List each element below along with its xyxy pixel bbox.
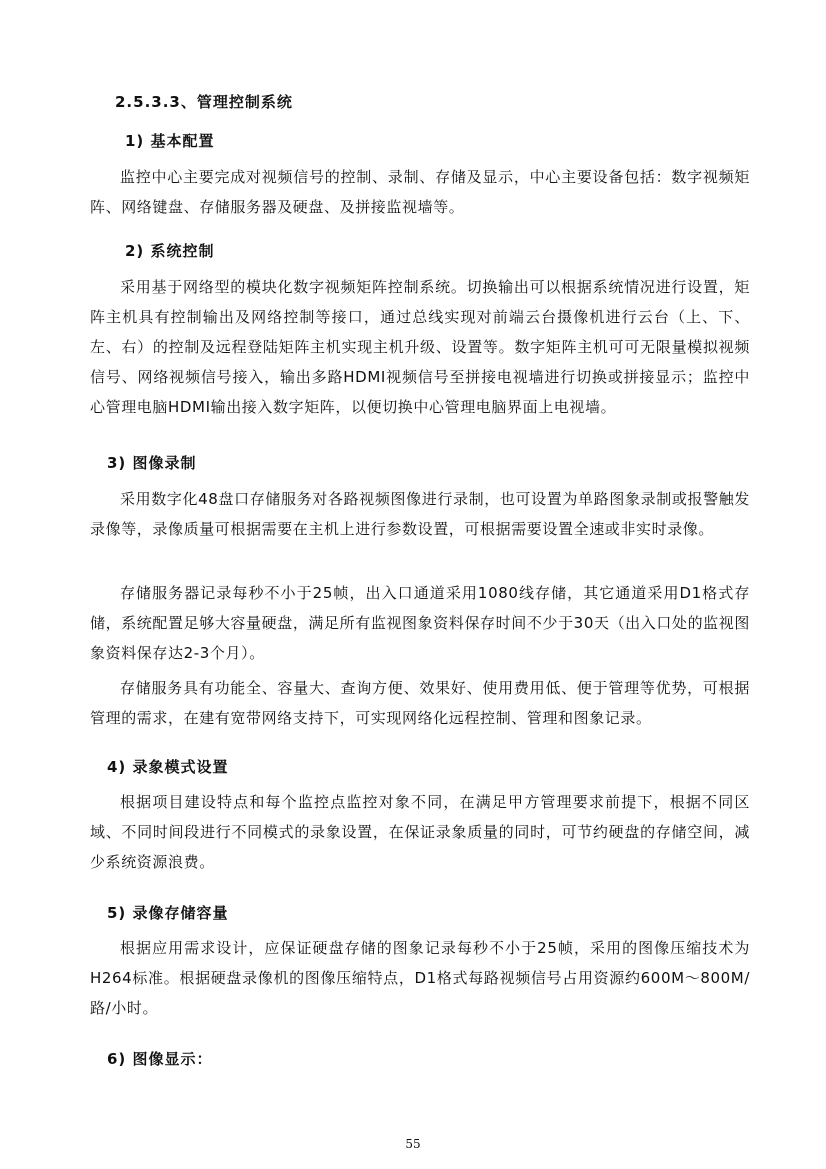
heading-basic-config: 1) 基本配置	[125, 132, 215, 150]
paragraph-image-recording-3: 存储服务具有功能全、容量大、查询方便、效果好、使用费用低、便于管理等优势，可根据管理的需求，在建有宽带网络支持下，可实现网络化远程控制、管理和图象记录。	[90, 679, 750, 727]
paragraph-storage-capacity: 根据应用需求设计，应保证硬盘存储的图象记录每秒不小于25帧，采用的图像压缩技术为H264标准。根据硬盘录像机的图像压缩特点，D1格式每路视频信号占用资源约600M～800M/路/小时。	[90, 939, 750, 1017]
heading-image-display: 6) 图像显示：	[107, 1050, 213, 1068]
heading-storage-capacity: 5) 录像存储容量	[107, 904, 229, 922]
section-title: 2.5.3.3、管理控制系统	[115, 93, 293, 111]
heading-image-recording: 3) 图像录制	[107, 454, 197, 472]
paragraph-system-control: 采用基于网络型的模块化数字视频矩阵控制系统。切换输出可以根据系统情况进行设置，矩阵主机具有控制输出及网络控制等接口，通过总线实现对前端云台摄像机进行云台（上、下、左、右）的控制及远程登陆矩阵主机实现主机升级、设置等。数字矩阵主机可可无限量模拟视频信号、网络视频信号接入，输出多路HDMI视频信号至拼接电视墙进行切换或拼接显示；监控中心管理电脑HDMI输出接入数字矩阵，以便切换中心管理电脑界面上电视墙。	[90, 278, 750, 416]
paragraph-basic-config: 监控中心主要完成对视频信号的控制、录制、存储及显示，中心主要设备包括：数字视频矩阵、网络键盘、存储服务器及硬盘、及拼接监视墙等。	[90, 168, 750, 216]
paragraph-image-recording-1: 采用数字化48盘口存储服务对各路视频图像进行录制，也可设置为单路图象录制或报警触发录像等，录像质量可根据需要在主机上进行参数设置，可根据需要设置全速或非实时录像。	[90, 490, 750, 538]
paragraph-image-recording-2: 存储服务器记录每秒不小于25帧，出入口通道采用1080线存储，其它通道采用D1格式存储，系统配置足够大容量硬盘，满足所有监视图象资料保存时间不少于30天（出入口处的监视图象资料保存达2-3个月）。	[90, 584, 750, 662]
heading-recording-mode: 4) 录象模式设置	[107, 758, 229, 776]
page-number: 55	[405, 1137, 421, 1151]
paragraph-recording-mode: 根据项目建设特点和每个监控点监控对象不同，在满足甲方管理要求前提下，根据不同区域、不同时间段进行不同模式的录象设置，在保证录象质量的同时，可节约硬盘的存储空间，减少系统资源浪费。	[90, 793, 750, 871]
heading-system-control: 2) 系统控制	[125, 242, 215, 260]
